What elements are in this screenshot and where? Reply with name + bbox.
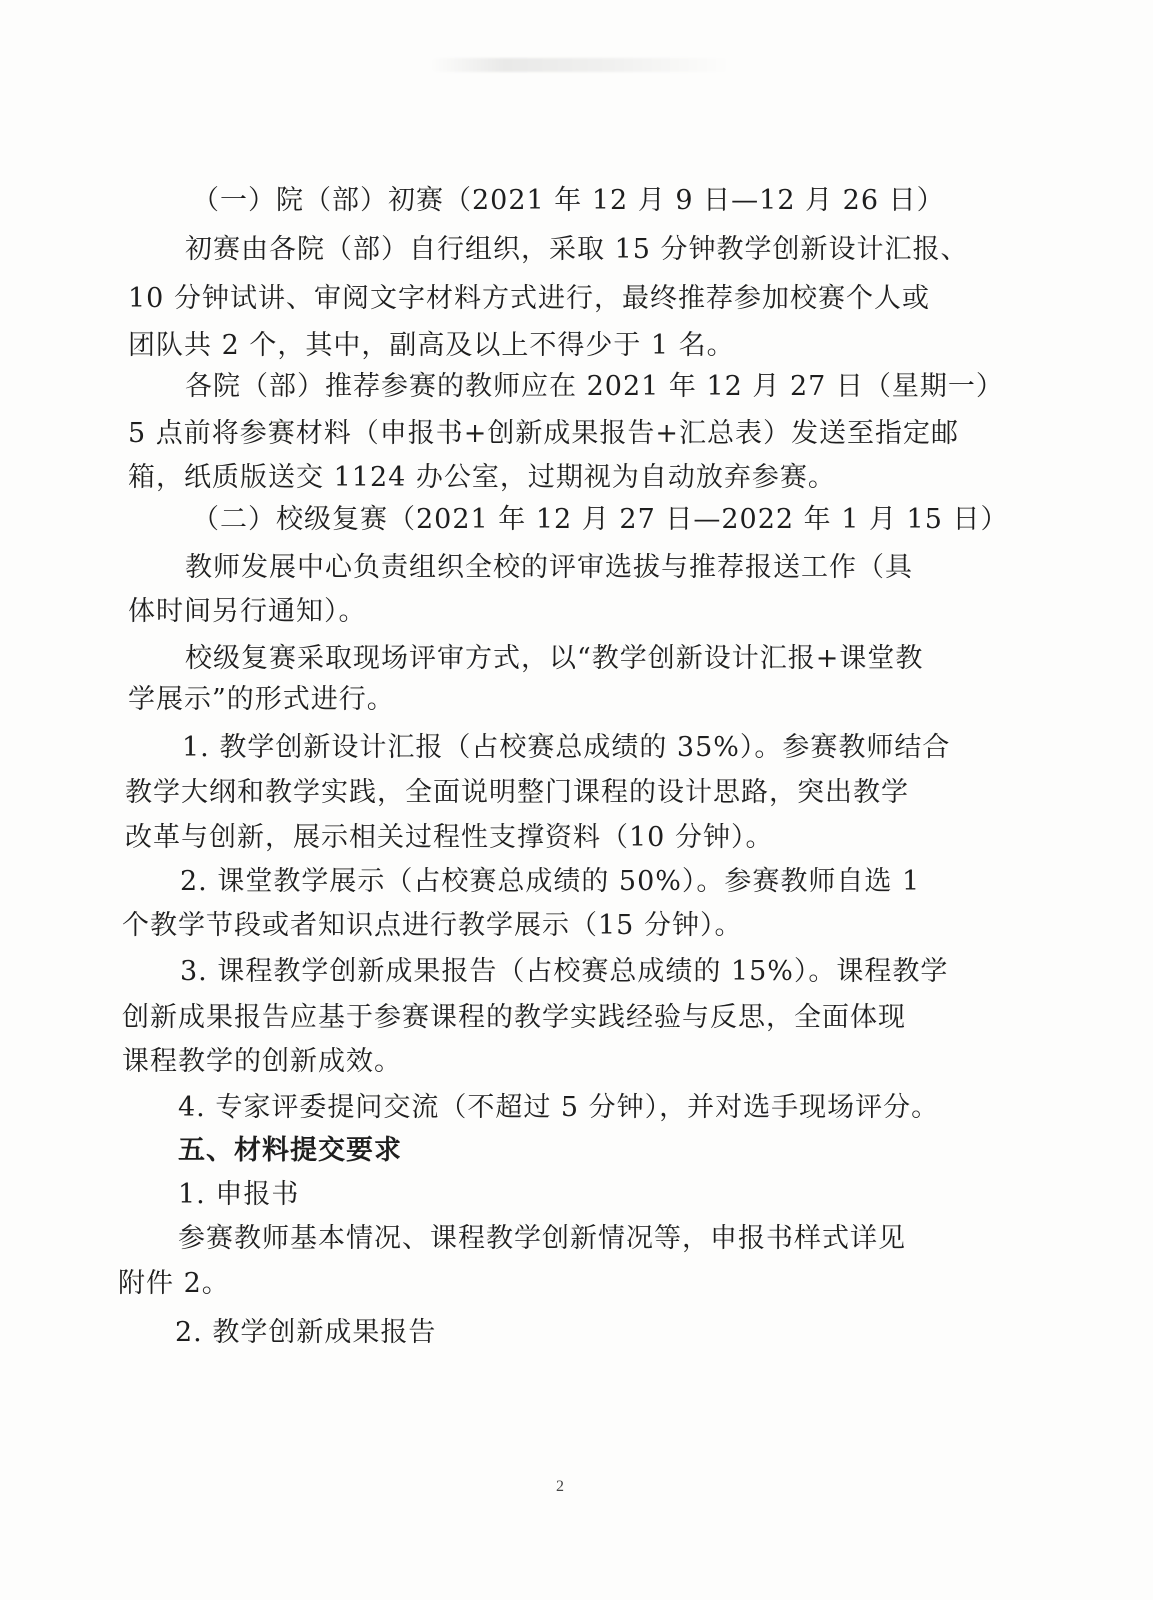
section-2-heading: （二）校级复赛（2021 年 12 月 27 日—2022 年 1 月 15 日） [192,504,1009,535]
paragraph-line: 各院（部）推荐参赛的教师应在 2021 年 12 月 27 日（星期一） [185,371,1004,402]
paragraph-line: 学展示”的形式进行。 [128,684,395,715]
paragraph-line: 教学大纲和教学实践，全面说明整门课程的设计思路，突出教学 [125,777,909,808]
list-item: 3. 课程教学创新成果报告（占校赛总成绩的 15%）。课程教学 [180,956,949,987]
paragraph-line: 团队共 2 个，其中，副高及以上不得少于 1 名。 [128,330,735,361]
paragraph-line: 10 分钟试讲、审阅文字材料方式进行，最终推荐参加校赛个人或 [128,283,930,314]
paragraph-line: 箱，纸质版送交 1124 办公室，过期视为自动放弃参赛。 [128,462,836,493]
paragraph-line: 创新成果报告应基于参赛课程的教学实践经验与反思，全面体现 [122,1002,906,1033]
page-number: 2 [556,1478,564,1495]
paragraph-line: 5 点前将参赛材料（申报书+创新成果报告+汇总表）发送至指定邮 [128,418,960,449]
section-1-heading: （一）院（部）初赛（2021 年 12 月 9 日—12 月 26 日） [192,185,945,216]
list-item: 1. 申报书 [178,1179,300,1210]
scan-smudge [430,58,730,72]
paragraph-line: 校级复赛采取现场评审方式，以“教学创新设计汇报+课堂教 [185,643,924,674]
paragraph-line: 改革与创新，展示相关过程性支撑资料（10 分钟）。 [125,822,774,853]
paragraph-line: 参赛教师基本情况、课程教学创新情况等，申报书样式详见 [178,1223,906,1254]
paragraph-line: 初赛由各院（部）自行组织，采取 15 分钟教学创新设计汇报、 [185,234,969,265]
paragraph-line: 教师发展中心负责组织全校的评审选拔与推荐报送工作（具 [185,552,913,583]
section-5-heading: 五、材料提交要求 [178,1135,402,1166]
list-item: 1. 教学创新设计汇报（占校赛总成绩的 35%）。参赛教师结合 [182,732,951,763]
paragraph-line: 体时间另行通知）。 [128,596,367,627]
paragraph-line: 课程教学的创新成效。 [122,1046,402,1077]
list-item: 2. 课堂教学展示（占校赛总成绩的 50%）。参赛教师自选 1 [180,866,921,897]
paragraph-line: 附件 2。 [118,1268,230,1299]
list-item: 4. 专家评委提问交流（不超过 5 分钟），并对选手现场评分。 [178,1092,940,1123]
list-item: 2. 教学创新成果报告 [175,1317,437,1348]
paragraph-line: 个教学节段或者知识点进行教学展示（15 分钟）。 [122,910,743,941]
